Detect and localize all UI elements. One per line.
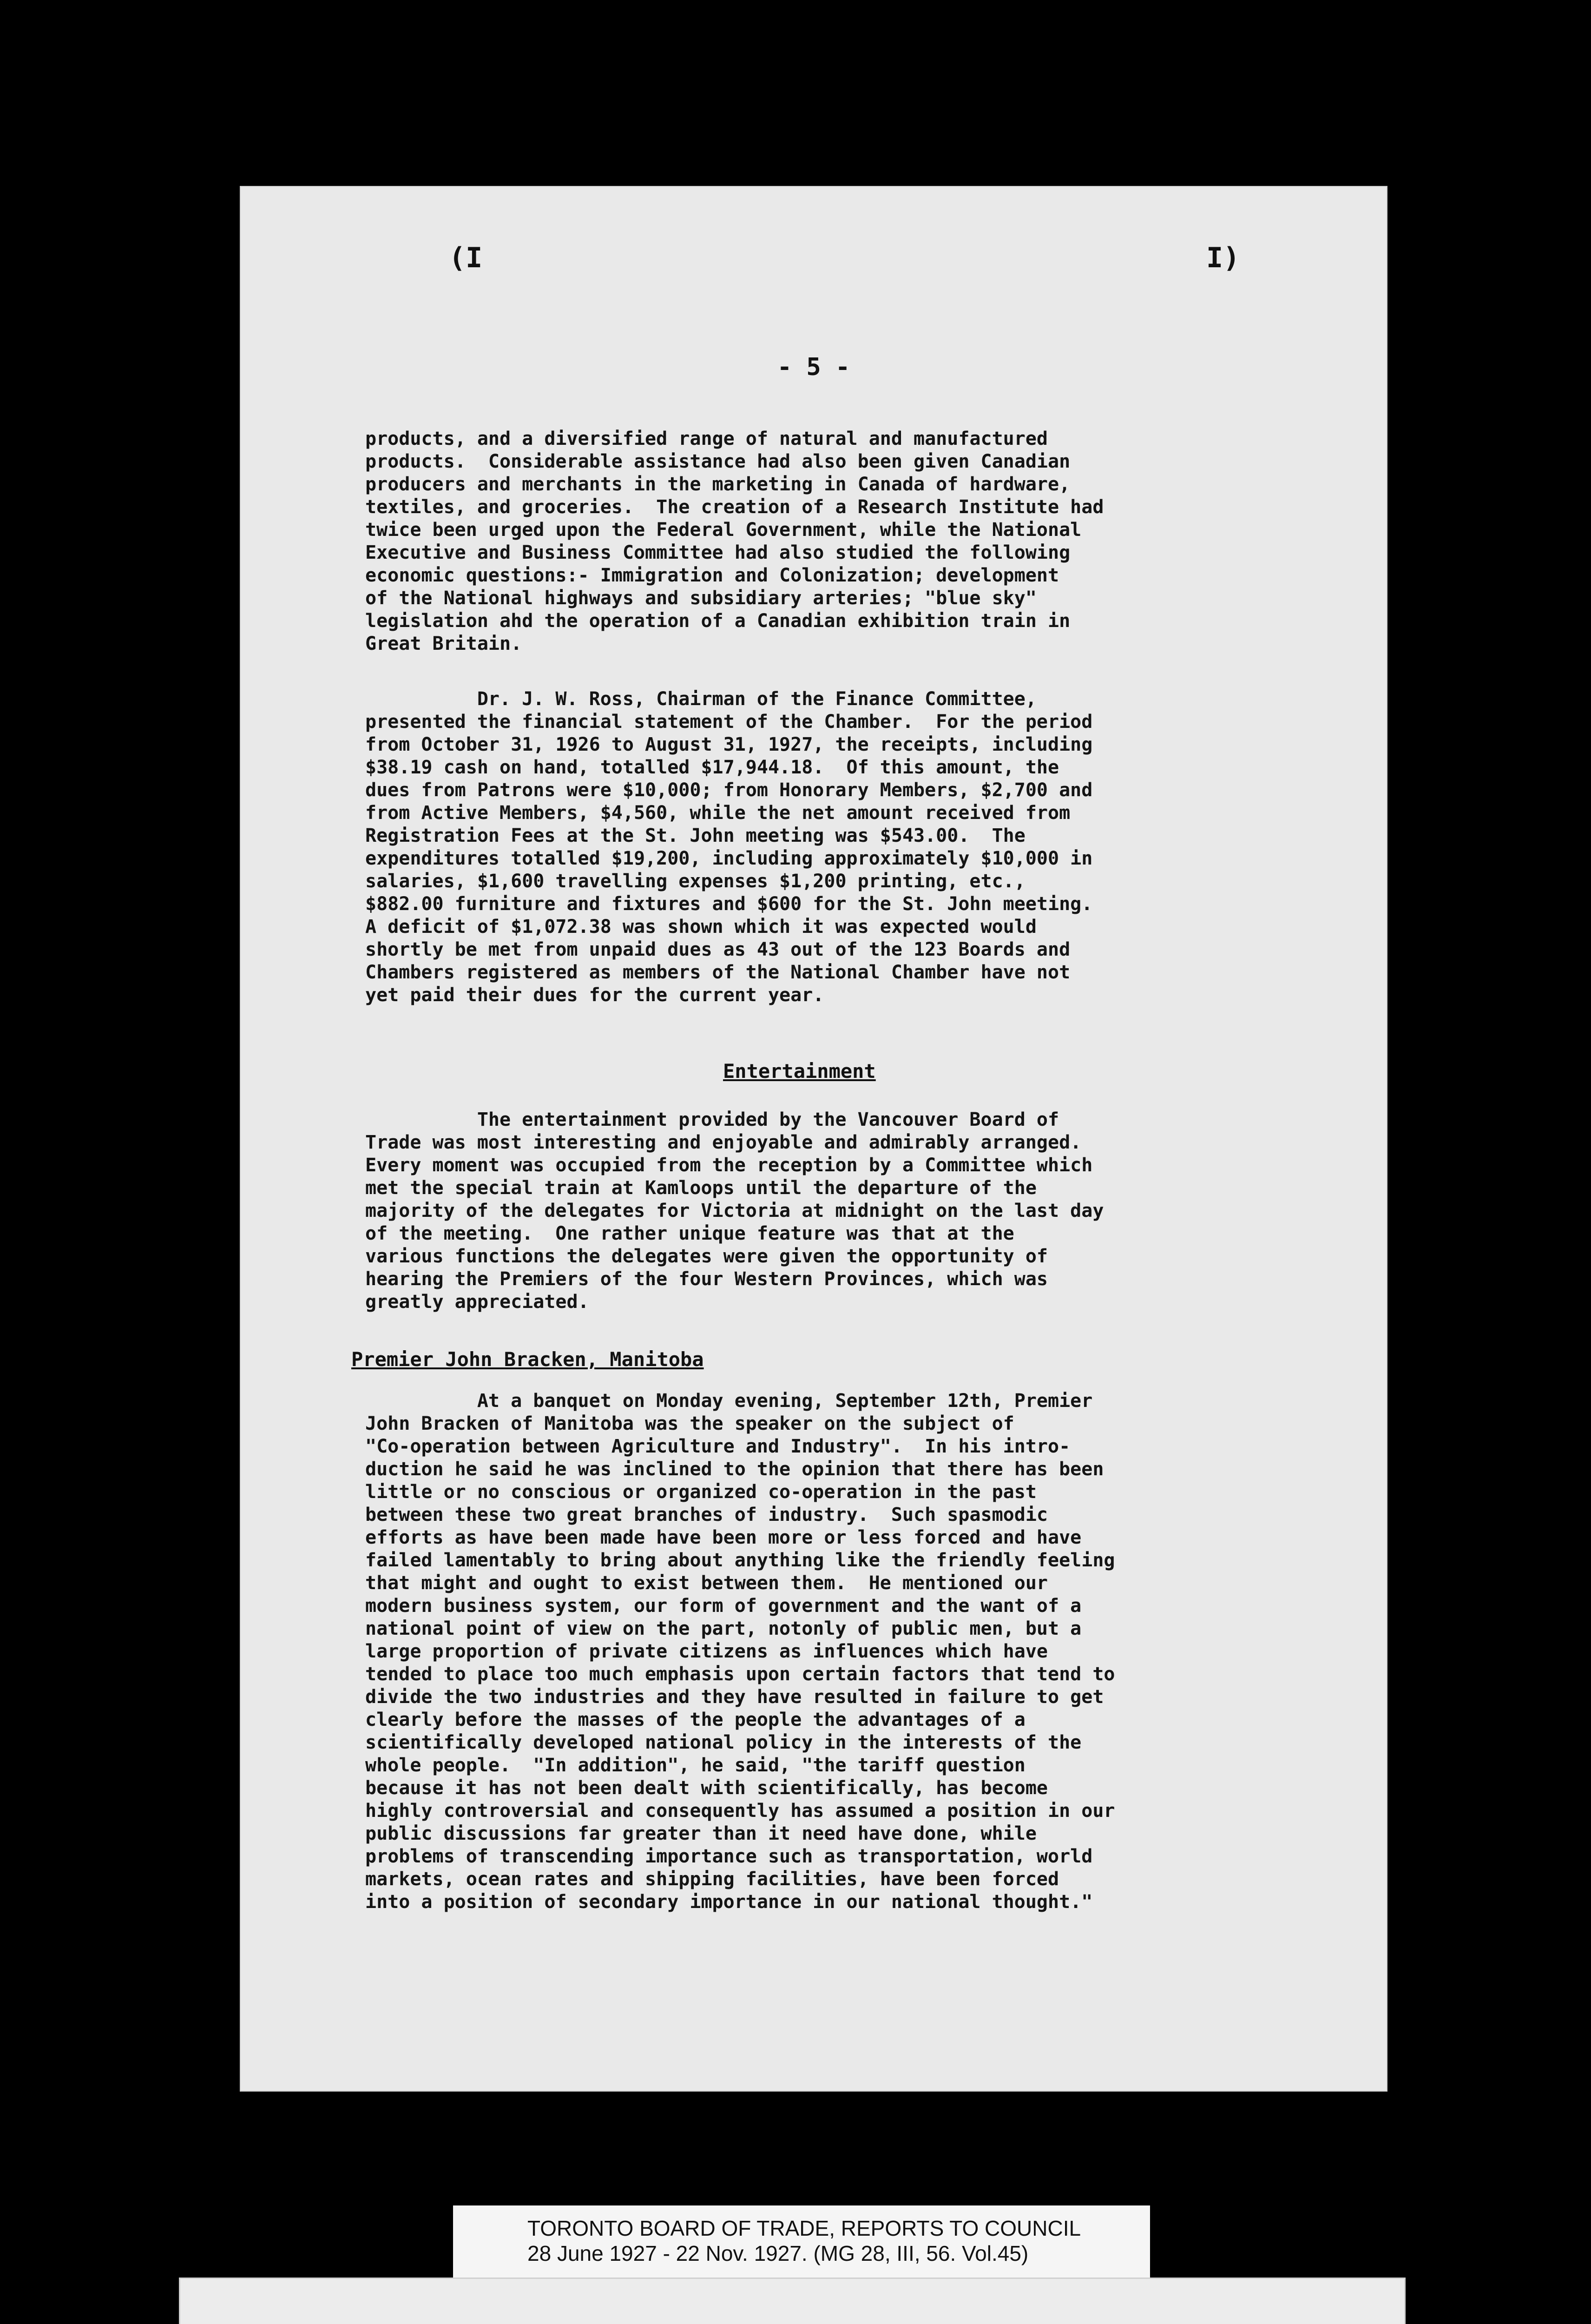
document-page bbox=[240, 186, 1387, 2092]
page-number: - 5 - bbox=[777, 353, 850, 381]
label-line-1: TORONTO BOARD OF TRADE, REPORTS TO COUNCIL bbox=[527, 2216, 1081, 2240]
archives-stamp bbox=[179, 2278, 1406, 2324]
archive-reference-label bbox=[453, 2205, 1150, 2280]
heading-entertainment: Entertainment bbox=[723, 1060, 876, 1083]
paragraph-financial-statement: Dr. J. W. Ross, Chairman of the Finance Committee, presented the financial statement of the Chamber. For the period from October 31, 1926 to August 31, 1927, the receipts, including $38.19 cash on hand, totalled $17,944.18. Of this amount, the dues from Patrons were $10,000; from Honorary Members, $2,700 and from Active Members, $4,560, while the net amount received from Registration Fees at the St. John meeting was $543.00. The expenditures totalled $19,200, including approximately $10,000 in salaries, $1,600 travelling expenses $1,200 printing, etc., $882.00 furniture and fixtures and $600 for the St. John meeting. A deficit of $1,072.38 was shown which it was expected would shortly be met from unpaid dues as 43 out of the 123 Boards and Chambers registered as members of the National Chamber have not yet paid their dues for the current year. bbox=[365, 688, 1093, 1006]
punch-hole-right-icon: I) bbox=[1206, 242, 1240, 274]
paragraph-entertainment: The entertainment provided by the Vancouver Board of Trade was most interesting and enjoyable and admirably arranged. Every moment was occupied from the reception by a Committee which met the special train at Kamloops until the departure of the majority of the delegates for Victoria at midnight on the last day of the meeting. One rather unique feature was that at the various functions the delegates were given the opportunity of hearing the Premiers of the four Western Provinces, which was greatly appreciated. bbox=[365, 1109, 1104, 1313]
paragraph-research-institute: products, and a diversified range of natural and manufactured products. Considerable assistance had also been given Canadian producers and merchants in the marketing in Canada of hardware, textiles, and groceries. The creation of a Research Institute had twice been urged upon the Federal Government, while the National Executive and Business Committee had also studied the following economic questions:- Immigration and Colonization; development of the National highways and subsidiary arteries; "blue sky" legislation ahd the operation of a Canadian exhibition train in Great Britain. bbox=[365, 428, 1104, 654]
label-line-2: 28 June 1927 - 22 Nov. 1927. (MG 28, III, 56. Vol.45) bbox=[527, 2241, 1029, 2265]
heading-premier-bracken: Premier John Bracken, Manitoba bbox=[351, 1348, 704, 1371]
punch-hole-left-icon: (I bbox=[449, 242, 483, 274]
paragraph-bracken-speech: At a banquet on Monday evening, September 12th, Premier John Bracken of Manitoba was the speaker on the subject of "Co-operation between Agriculture and Industry". In his intro- duction he said he was inclined to the opinion that there has been little or no conscious or organized co-operation in the past between these two great branches of industry. Such spasmodic efforts as have been made have been more or less forced and have failed lamentably to bring about anything like the friendly feeling that might and ought to exist between them. He mentioned our modern business system, our form of government and the want of a national point of view on the part, notonly of public men, but a large proportion of private citizens as influences which have tended to place too much emphasis upon certain factors that tend to divide the two industries and they have resulted in failure to get clearly before the masses of the people the advantages of a scientifically developed national policy in the interests of the whole people. "In addition", he said, "the tariff question because it has not been dealt with scientifically, has become highly controversial and consequently has assumed a position in our public discussions far greater than it need have done, while problems of transcending importance such as transportation, world markets, ocean rates and shipping facilities, have been forced into a position of secondary importance in our national thought." bbox=[365, 1390, 1115, 1913]
